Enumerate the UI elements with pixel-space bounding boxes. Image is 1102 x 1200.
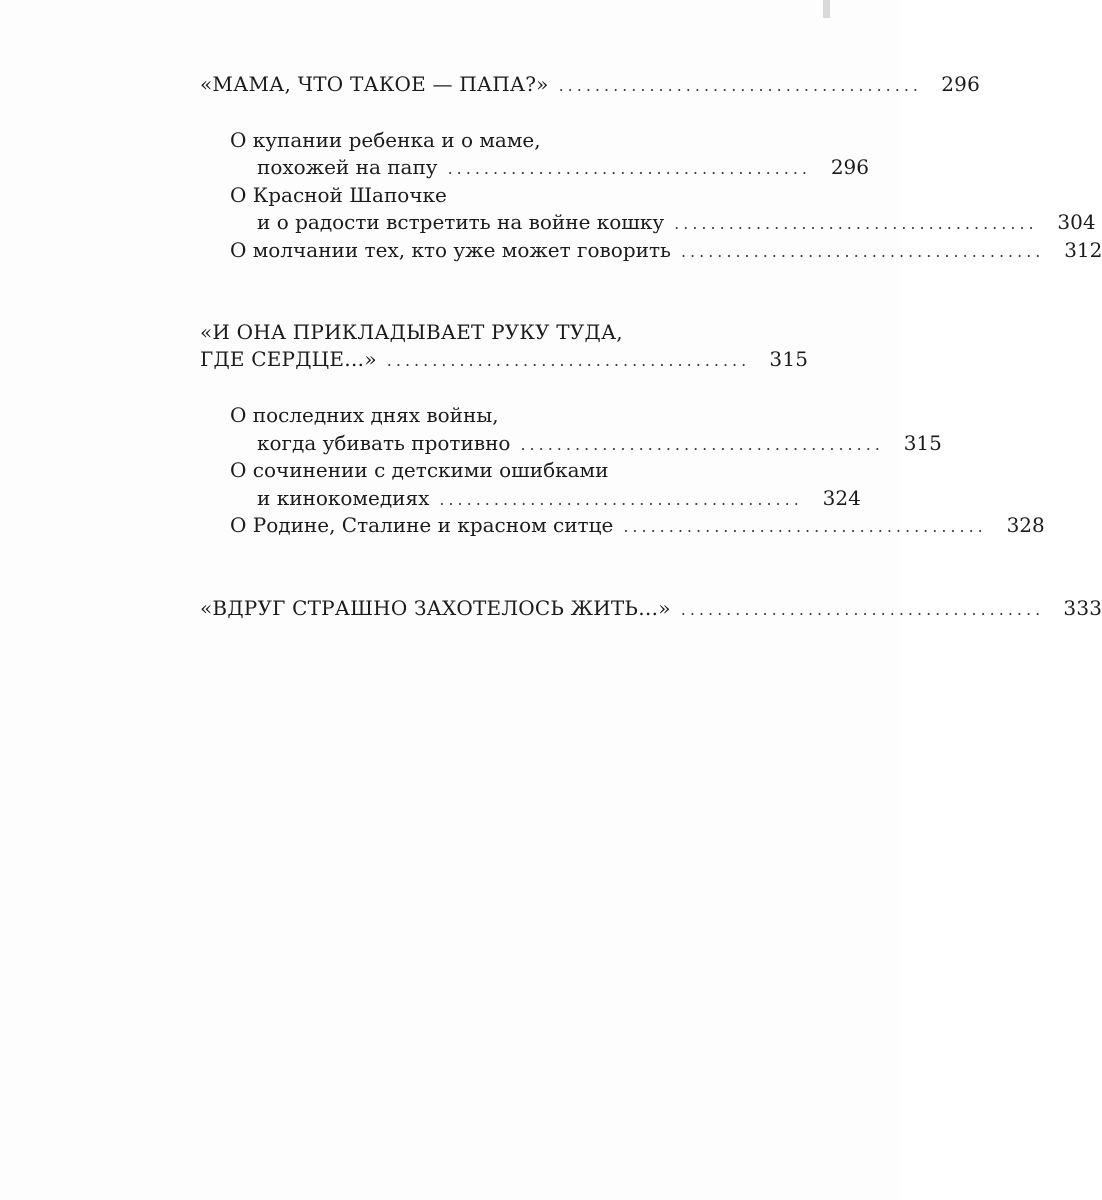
toc-item-1-3-page: 312 bbox=[1064, 238, 1102, 262]
section-2-page: 315 bbox=[769, 347, 809, 371]
toc-item-1-2[interactable] bbox=[257, 210, 1096, 234]
toc-item-1-2-line-1: О Красной Шапочке bbox=[230, 183, 447, 207]
dot-leader: ........................................ bbox=[558, 76, 923, 95]
toc-item-2-3[interactable] bbox=[230, 513, 1045, 537]
toc-item-1-1-line-2: похожей на папу bbox=[257, 155, 438, 179]
toc-section-2[interactable] bbox=[200, 347, 809, 371]
dot-leader: ........................................ bbox=[386, 351, 751, 370]
section-1-title: «МАМА, ЧТО ТАКОЕ — ПАПА?» bbox=[200, 72, 549, 96]
dot-leader: ........................................ bbox=[623, 517, 987, 536]
dot-leader: ........................................ bbox=[680, 600, 1045, 619]
dot-leader: ........................................ bbox=[674, 214, 1038, 233]
section-2-title-line-2: ГДЕ СЕРДЦЕ…» bbox=[200, 347, 377, 371]
toc-item-1-1[interactable] bbox=[257, 155, 870, 179]
toc-section-3[interactable] bbox=[200, 596, 1102, 620]
section-3-page: 333 bbox=[1063, 596, 1102, 620]
toc-section-1[interactable] bbox=[200, 72, 981, 96]
toc-item-1-3[interactable] bbox=[230, 238, 1102, 262]
toc-item-1-3-title: О молчании тех, кто уже может говорить bbox=[230, 238, 671, 262]
toc-item-1-1-page: 296 bbox=[830, 155, 870, 179]
dot-leader: ........................................ bbox=[439, 490, 803, 509]
dot-leader: ........................................ bbox=[520, 435, 884, 454]
page-edge-mark bbox=[823, 0, 830, 18]
toc-item-1-2-line-2: и о радости встретить на войне кошку bbox=[257, 210, 665, 234]
section-3-title: «ВДРУГ СТРАШНО ЗАХОТЕЛОСЬ ЖИТЬ…» bbox=[200, 596, 671, 620]
section-2-title-line-1: «И ОНА ПРИКЛАДЫВАЕТ РУКУ ТУДА, bbox=[200, 320, 623, 344]
toc-item-2-2-page: 324 bbox=[822, 486, 861, 510]
toc-item-2-1-line-2: когда убивать противно bbox=[257, 431, 511, 455]
toc-item-2-1-page: 315 bbox=[903, 431, 942, 455]
section-1-page: 296 bbox=[941, 72, 981, 96]
toc-item-1-2-page: 304 bbox=[1057, 210, 1096, 234]
toc-item-2-3-page: 328 bbox=[1006, 513, 1045, 537]
toc-item-2-2-line-2: и кинокомедиях bbox=[257, 486, 430, 510]
toc-item-2-3-title: О Родине, Сталине и красном ситце bbox=[230, 513, 614, 537]
toc-item-1-1-line-1: О купании ребенка и о маме, bbox=[230, 128, 541, 152]
dot-leader: ........................................ bbox=[680, 242, 1045, 261]
toc-item-2-1-line-1: О последних днях войны, bbox=[230, 403, 499, 427]
dot-leader: ........................................ bbox=[447, 159, 812, 178]
toc-item-2-2-line-1: О сочинении с детскими ошибками bbox=[230, 458, 609, 482]
toc-item-2-1[interactable] bbox=[257, 431, 942, 455]
toc-item-2-2[interactable] bbox=[257, 486, 861, 510]
